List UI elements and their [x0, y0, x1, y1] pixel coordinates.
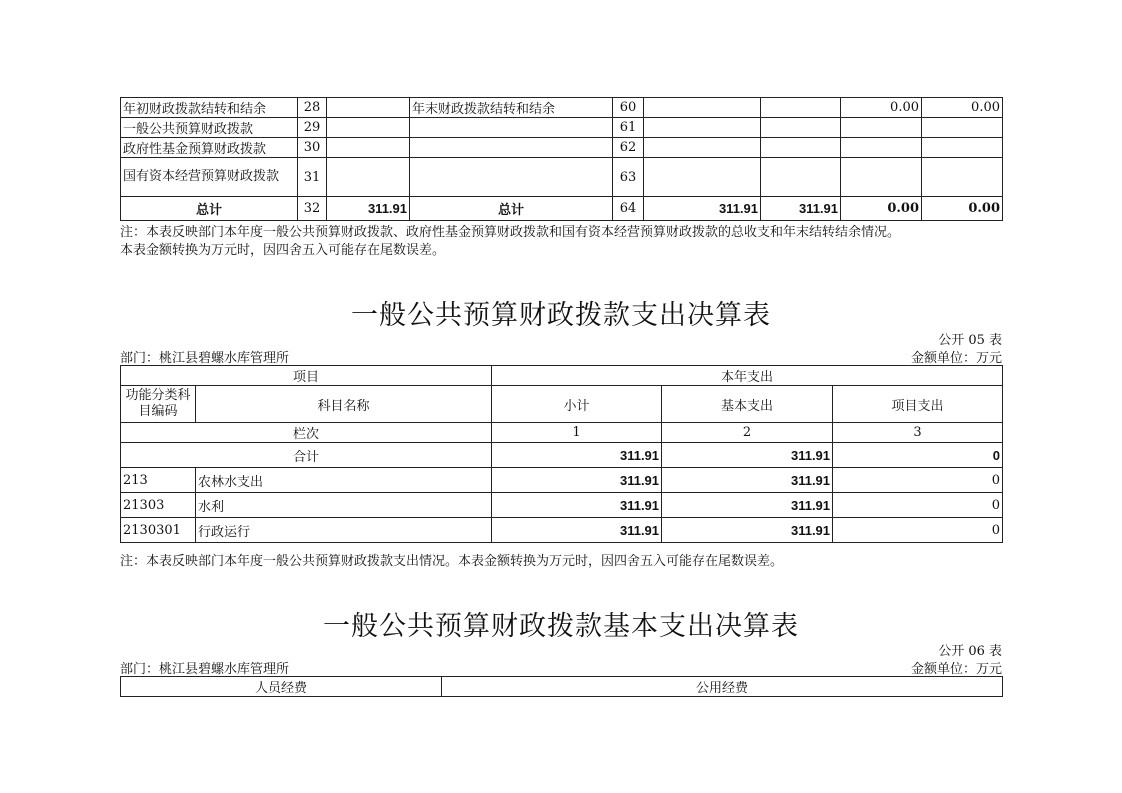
table-note: 注：本表反映部门本年度一般公共预算财政拨款支出情况。本表金额转换为万元时，因四舍五入可能存在尾数误差。 [120, 554, 784, 569]
row-number: 64 [613, 197, 644, 221]
unit-label: 金额单位：万元 [910, 351, 1002, 366]
row-number: 62 [613, 138, 644, 158]
column-number: 1 [492, 423, 662, 443]
page-title: 一般公共预算财政拨款支出决算表 [351, 300, 771, 331]
amount-cell [922, 118, 1003, 138]
table-row [121, 158, 1003, 197]
amount-cell [644, 158, 761, 197]
amount-cell: 311.91 [662, 518, 833, 543]
total-amount: 311.91 [327, 197, 410, 221]
row-label [410, 118, 613, 138]
total-label: 总计 [121, 197, 298, 221]
total-amount: 0.00 [841, 197, 922, 221]
row-label: 年初财政拨款结转和结余 [121, 98, 298, 118]
total-amount: 0 [833, 443, 1003, 468]
row-number: 29 [298, 118, 327, 138]
total-label: 合计 [121, 443, 492, 468]
table-row [121, 493, 1003, 518]
basic-expenditure-table [120, 676, 1003, 697]
table-note: 本表金额转换为万元时，因四舍五入可能存在尾数误差。 [120, 243, 446, 258]
row-label: 年末财政拨款结转和结余 [410, 98, 613, 118]
row-number: 30 [298, 138, 327, 158]
header-basic: 基本支出 [662, 386, 833, 423]
amount-cell: 311.91 [492, 518, 662, 543]
amount-cell [327, 118, 410, 138]
total-amount: 311.91 [662, 443, 833, 468]
header-public: 公用经费 [442, 677, 1003, 697]
header-name: 科目名称 [196, 386, 492, 423]
row-number: 32 [298, 197, 327, 221]
amount-cell: 0 [833, 518, 1003, 543]
column-number: 2 [662, 423, 833, 443]
header-code: 功能分类科目编码 [121, 386, 196, 423]
row-number: 31 [298, 158, 327, 197]
total-label: 总计 [410, 197, 613, 221]
subject-name: 农林水支出 [196, 468, 492, 493]
amount-cell [327, 138, 410, 158]
subject-name: 水利 [196, 493, 492, 518]
subject-code: 21303 [121, 493, 196, 518]
row-label: 一般公共预算财政拨款 [121, 118, 298, 138]
header-project-exp: 项目支出 [833, 386, 1003, 423]
subject-code: 213 [121, 468, 196, 493]
header-row [121, 677, 1003, 697]
header-row [121, 386, 1003, 423]
amount-cell [761, 158, 841, 197]
header-personnel: 人员经费 [121, 677, 442, 697]
amount-cell [841, 118, 922, 138]
table-row [121, 138, 1003, 158]
amount-cell [761, 138, 841, 158]
amount-cell: 311.91 [662, 468, 833, 493]
amount-cell: 0.00 [922, 98, 1003, 118]
amount-cell [644, 98, 761, 118]
amount-cell [922, 138, 1003, 158]
table-row [121, 118, 1003, 138]
total-amount: 311.91 [761, 197, 841, 221]
amount-cell [761, 118, 841, 138]
page-title: 一般公共预算财政拨款基本支出决算表 [323, 611, 799, 642]
total-row [121, 197, 1003, 221]
unit-label: 金额单位：万元 [910, 662, 1002, 677]
header-subtotal: 小计 [492, 386, 662, 423]
column-number-row [121, 423, 1003, 443]
amount-cell [761, 98, 841, 118]
row-label: 国有资本经营预算财政拨款 [121, 158, 298, 197]
amount-cell [644, 118, 761, 138]
form-code: 公开 06 表 [938, 644, 1002, 659]
amount-cell: 0 [833, 493, 1003, 518]
amount-cell [841, 138, 922, 158]
amount-cell: 311.91 [662, 493, 833, 518]
table-note: 注：本表反映部门本年度一般公共预算财政拨款、政府性基金预算财政拨款和国有资本经营预算财政拨款的总收支和年末结转结余情况。 [120, 225, 901, 240]
row-number: 28 [298, 98, 327, 118]
amount-cell [327, 158, 410, 197]
amount-cell [841, 158, 922, 197]
total-amount: 311.91 [492, 443, 662, 468]
column-number: 3 [833, 423, 1003, 443]
amount-cell: 0.00 [841, 98, 922, 118]
amount-cell: 0 [833, 468, 1003, 493]
total-row [121, 443, 1003, 468]
subject-code: 2130301 [121, 518, 196, 543]
table-row [121, 468, 1003, 493]
amount-cell [327, 98, 410, 118]
header-project: 项目 [121, 366, 492, 386]
amount-cell: 311.91 [492, 468, 662, 493]
row-number: 63 [613, 158, 644, 197]
total-amount: 0.00 [922, 197, 1003, 221]
table-row [121, 98, 1003, 118]
amount-cell [644, 138, 761, 158]
department: 部门：桃江县碧螺水库管理所 [120, 662, 290, 677]
row-number: 60 [613, 98, 644, 118]
total-amount: 311.91 [644, 197, 761, 221]
row-label: 政府性基金预算财政拨款 [121, 138, 298, 158]
header-row [121, 366, 1003, 386]
amount-cell [922, 158, 1003, 197]
row-number: 61 [613, 118, 644, 138]
table-row [121, 518, 1003, 543]
row-label [410, 138, 613, 158]
fiscal-balance-table [120, 97, 1003, 221]
amount-cell: 311.91 [492, 493, 662, 518]
header-current-year: 本年支出 [492, 366, 1003, 386]
subject-name: 行政运行 [196, 518, 492, 543]
row-label [410, 158, 613, 197]
expenditure-table [120, 365, 1003, 543]
department: 部门：桃江县碧螺水库管理所 [120, 351, 290, 366]
form-code: 公开 05 表 [938, 333, 1002, 348]
column-label: 栏次 [121, 423, 492, 443]
